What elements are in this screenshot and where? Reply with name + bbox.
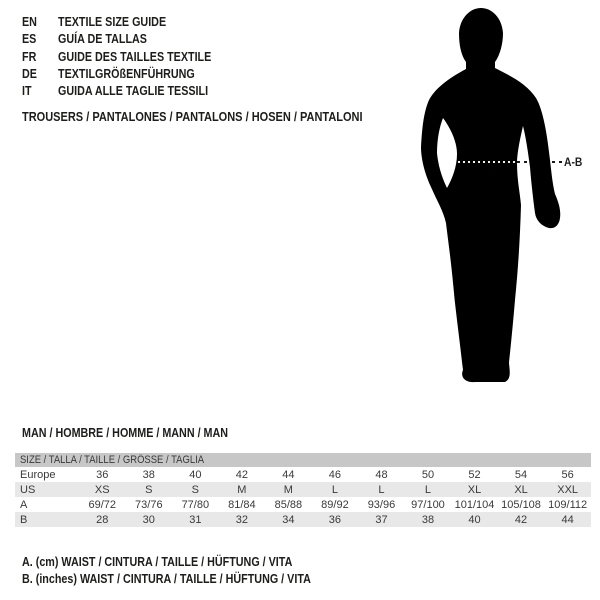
language-code: DE <box>22 66 37 81</box>
size-cell: 30 <box>126 512 173 527</box>
size-cell: 48 <box>375 468 388 481</box>
size-cell: 46 <box>328 468 342 481</box>
size-cell: XS <box>79 482 126 497</box>
size-cell: L <box>312 482 359 497</box>
language-code: ES <box>22 32 37 47</box>
table-row <box>15 482 591 497</box>
section-title <box>22 426 262 440</box>
size-cell: 32 <box>219 512 266 527</box>
size-table-body <box>15 453 591 527</box>
language-row <box>22 84 236 101</box>
size-cell: 109/112 <box>548 498 588 511</box>
size-cell: 52 <box>468 468 481 481</box>
language-row <box>22 15 236 32</box>
size-cell: 38 <box>142 468 155 481</box>
size-cell: 28 <box>79 512 126 527</box>
footnotes <box>22 555 358 588</box>
measure-label: A-B <box>564 155 583 169</box>
size-cell: 73/76 <box>135 498 163 511</box>
category-title <box>22 109 418 124</box>
size-cell: S <box>172 482 219 497</box>
footnote-b: B. (inches) WAIST / CINTURA / TAILLE / HÜFTUNG / VITA <box>22 571 311 586</box>
size-cell: XL <box>498 482 545 497</box>
table-row <box>15 497 591 512</box>
size-cell: 85/88 <box>274 498 303 511</box>
size-table-header-cell: SIZE / TALLA / TAILLE / GRÖSSE / TAGLIA <box>15 453 591 467</box>
language-code: FR <box>22 49 37 64</box>
size-cell: 42 <box>235 468 248 481</box>
size-cell: 38 <box>405 512 452 527</box>
size-cell: L <box>405 482 452 497</box>
table-row <box>15 512 591 527</box>
size-table-header-row <box>15 453 591 467</box>
size-cell: XL <box>451 482 498 497</box>
man-silhouette-body <box>421 8 560 382</box>
row-label: B <box>15 512 79 527</box>
language-guide <box>22 15 236 101</box>
size-cell: 77/80 <box>181 498 210 511</box>
language-row <box>22 32 236 49</box>
language-row <box>22 67 236 84</box>
size-cell: 54 <box>514 468 528 481</box>
size-cell: 81/84 <box>228 498 256 511</box>
size-cell: 40 <box>451 512 498 527</box>
language-code: IT <box>22 84 32 99</box>
size-cell: M <box>265 482 312 497</box>
measure-line-light <box>458 161 517 163</box>
size-cell: XXL <box>544 482 591 497</box>
size-cell: 36 <box>312 512 359 527</box>
size-cell: L <box>358 482 405 497</box>
category-title-text: TROUSERS / PANTALONES / PANTALONS / HOSEN / PANTALONI <box>22 109 363 124</box>
size-table <box>15 453 591 527</box>
size-cell: 42 <box>498 512 545 527</box>
row-label: US <box>15 482 79 497</box>
size-cell: M <box>219 482 266 497</box>
size-cell: 36 <box>96 468 109 481</box>
footnote-a: A. (cm) WAIST / CINTURA / TAILLE / HÜFTUNG / VITA <box>22 555 293 569</box>
size-cell: 69/72 <box>88 498 117 511</box>
size-cell: 37 <box>358 512 405 527</box>
size-cell: 101/104 <box>454 498 495 511</box>
size-cell: 105/108 <box>501 498 541 511</box>
language-row <box>22 50 236 67</box>
size-cell: 31 <box>172 512 219 527</box>
size-cell: 44 <box>544 512 591 527</box>
table-row <box>15 467 591 482</box>
language-label: GUÍA DE TALLAS <box>58 32 147 47</box>
section-title-text: MAN / HOMBRE / HOMME / MANN / MAN <box>22 426 229 440</box>
row-label: A <box>20 498 28 511</box>
language-label: TEXTILGRÖßENFÜHRUNG <box>58 66 195 81</box>
size-cell: S <box>126 482 173 497</box>
size-cell: 34 <box>265 512 312 527</box>
language-code: EN <box>22 15 37 29</box>
size-cell: 56 <box>561 468 574 481</box>
size-cell: 50 <box>421 468 435 481</box>
size-cell: 89/92 <box>321 498 349 511</box>
size-cell: 40 <box>189 468 202 481</box>
man-silhouette <box>415 5 565 387</box>
size-cell: 93/96 <box>367 498 396 511</box>
size-cell: 97/100 <box>411 498 445 511</box>
language-label: GUIDA ALLE TAGLIE TESSILI <box>58 84 209 99</box>
language-label: GUIDE DES TAILLES TEXTILE <box>58 49 212 64</box>
row-label: Europe <box>20 468 56 481</box>
size-cell: 44 <box>282 468 295 481</box>
language-label: TEXTILE SIZE GUIDE <box>58 15 167 29</box>
